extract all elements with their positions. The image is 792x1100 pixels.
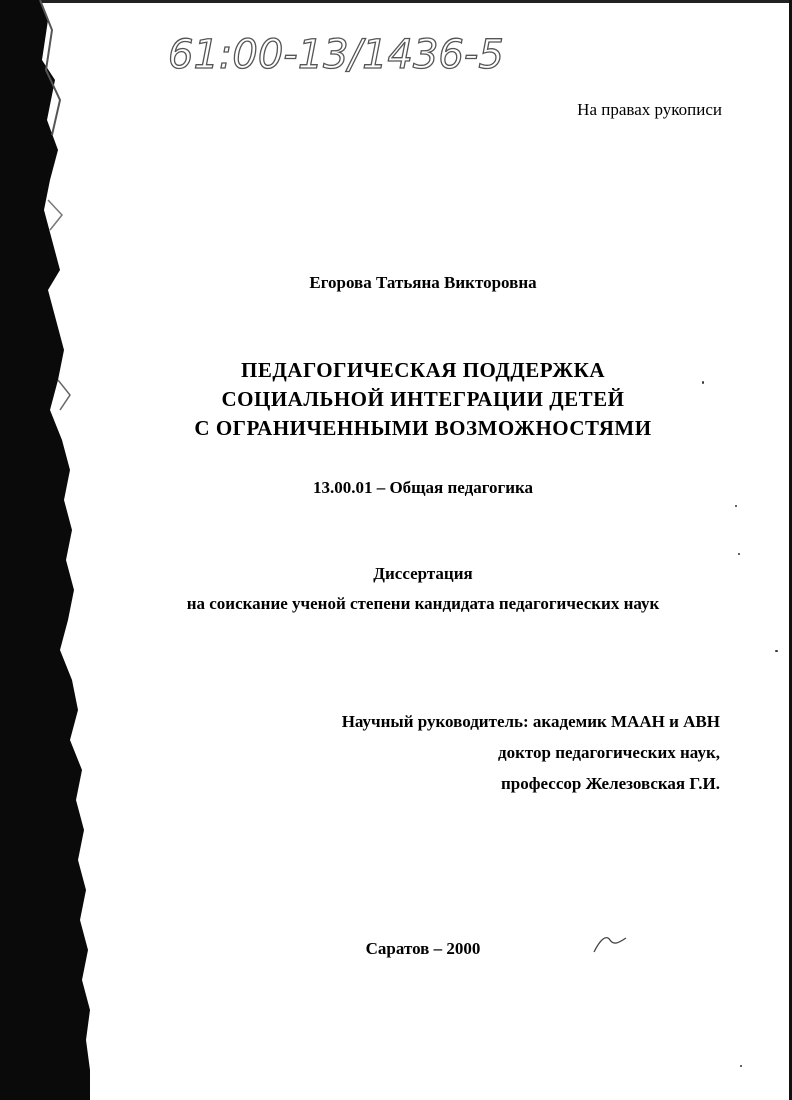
handwritten-code-text: 61:00-13/1436-5: [168, 32, 504, 78]
title-line: С ОГРАНИЧЕННЫМИ ВОЗМОЖНОСТЯМИ: [194, 416, 652, 440]
rights-notice: На правах рукописи: [577, 100, 722, 119]
scan-speck: [702, 381, 704, 384]
supervisor-line: профессор Железовская Г.И.: [501, 774, 720, 793]
scan-left-edge: [0, 0, 90, 1100]
scan-speck: [740, 1065, 742, 1067]
scan-speck: [735, 505, 737, 507]
supervisor-line: Научный руководитель: академик МААН и АВН: [341, 712, 720, 731]
title-line: ПЕДАГОГИЧЕСКАЯ ПОДДЕРЖКА: [241, 358, 605, 382]
dissertation-type: Диссертация: [373, 564, 473, 583]
city-year: Саратов – 2000: [365, 939, 481, 958]
handwritten-code-stamp: [168, 18, 568, 98]
author-name: Егорова Татьяна Викторовна: [309, 273, 537, 292]
supervisor-line: доктор педагогических наук,: [498, 743, 720, 762]
scan-top-border: [0, 0, 792, 3]
dissertation-title: [0, 356, 792, 443]
scan-speck: [738, 553, 740, 555]
scan-speck: [775, 650, 778, 652]
specialty-code: 13.00.01 – Общая педагогика: [312, 478, 534, 497]
supervisor-block: [300, 706, 720, 799]
title-line: СОЦИАЛЬНОЙ ИНТЕГРАЦИИ ДЕТЕЙ: [221, 387, 625, 411]
pencil-mark: [590, 930, 630, 960]
dissertation-degree: на соискание ученой степени кандидата педагогических наук: [186, 594, 660, 613]
